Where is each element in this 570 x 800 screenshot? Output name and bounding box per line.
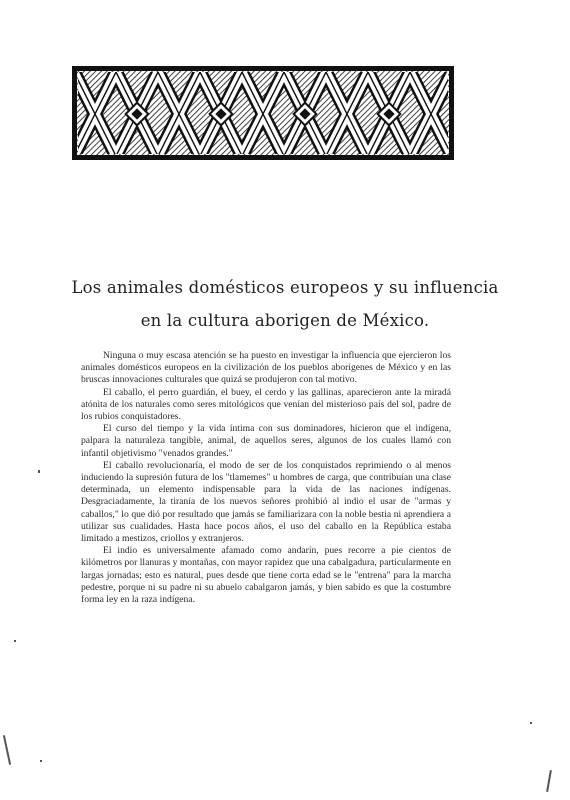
article-body xyxy=(81,350,451,606)
paragraph: El caballo, el perro guardián, el buey, el cerdo y las gallinas, aparecieron ante la miradá atónita de los naturales como seres mitológicos que venían del misterioso país del sol, padre de los rubios conquistadores. xyxy=(81,386,451,423)
scan-speck xyxy=(38,470,40,473)
scan-speck xyxy=(3,735,11,765)
scan-speck xyxy=(14,640,16,642)
article-title-line-2: en la cultura aborigen de México. xyxy=(140,311,430,330)
scan-speck xyxy=(530,722,532,724)
paragraph: El caballo revolucionaría, el modo de ser de los conquistados reprimiendo o al menos induciendo la supresión futura de los "tlamemes" u hombres de carga, que contribuían una clase determinada, un elemento indispensable para la vida de las naciones indígenas. Desgraciadamente, la tiranía de los nuevos señores prohibió al indio el usar de "armas y caballos," lo que dió por resultado que jamás se familiarizara con la noble bestia ni aprendiera a utilizar sus cualidades. Hasta hace pocos años, el uso del caballo en la República estaba limitado a mestizos, criollos y extranjeros. xyxy=(81,459,451,545)
decorative-border-ornament xyxy=(72,66,454,160)
scan-speck xyxy=(40,760,42,762)
paragraph: Ninguna o muy escasa atención se ha puesto en investigar la influencia que ejercieron los animales domésticos europeos en la civilización de los pueblos aborígenes de México y en las bruscas innovaciones culturales que quizá se produjeron con tal motivo. xyxy=(81,350,451,386)
scan-speck xyxy=(546,770,552,792)
article-title-line-1: Los animales domésticos europeos y su influencia xyxy=(71,278,499,297)
paragraph: El indio es universalmente afamado como andarín, pues recorre a pie cientos de kilómetros por llanuras y montañas, con mayor rapidez que una cabalgadura, particularmente en largas jornadas; esto es natural, pues desde que tiene corta edad se le "entrena" para la marcha pedestre, porque ni su padre ni su abuelo cabalgaron jamás, y bien sabido es que la costumbre forma ley en la raza indígena. xyxy=(81,545,451,606)
paragraph: El curso del tiempo y la vida íntima con sus dominadores, hicieron que el indígena, palpara la naturaleza tangible, animal, de aquellos seres, algunos de los cuales llamó con infantil objetivismo "venados grandes." xyxy=(81,423,451,459)
